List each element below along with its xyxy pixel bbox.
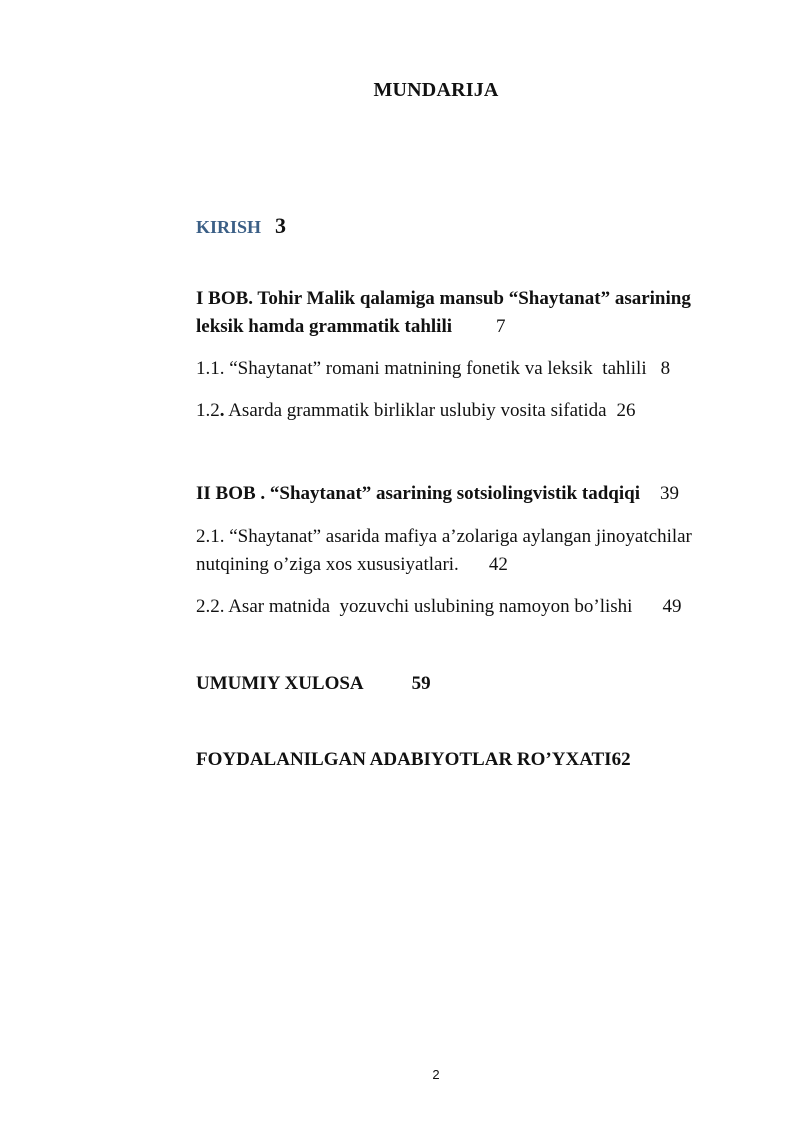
toc-entry-2-2[interactable] — [177, 568, 681, 646]
page-title: MUNDARIJA — [373, 79, 499, 101]
toc-entry-dot: . — [219, 400, 225, 421]
toc-entry-label: 2.2. Asar matnida yozuvchi uslubining namoyon bo’lishi — [196, 596, 633, 617]
toc-entry-label: 2.1. “Shaytanat” asarida mafiya a’zolariga aylangan jinoyatchilar — [196, 526, 692, 547]
toc-entry-1-2[interactable] — [177, 372, 636, 450]
toc-page-number: 7 — [496, 316, 506, 337]
toc-entry-adabiyotlar[interactable] — [177, 721, 631, 799]
toc-entry-label: UMUMIY XULOSA — [196, 673, 364, 694]
toc-entry-kirish[interactable] — [177, 187, 286, 267]
toc-page-number: 62 — [611, 749, 631, 770]
toc-entry-number: 1.2 — [196, 400, 220, 421]
toc-entry-label: FOYDALANILGAN ADABIYOTLAR RO’YXATI — [196, 749, 612, 770]
toc-page-number: 39 — [660, 483, 679, 504]
toc-entry-label: Asarda grammatik birliklar uslubiy vosita sifatida — [224, 400, 607, 421]
toc-entry-label: KIRISH — [196, 217, 262, 237]
toc-entry-label: I BOB. Tohir Malik qalamiga mansub “Shaytanat” asarining — [196, 288, 691, 309]
page-number-footer: 2 — [432, 1067, 440, 1082]
toc-entry-label: leksik hamda grammatik tahlili — [196, 316, 452, 337]
toc-page-number: 8 — [660, 358, 671, 379]
toc-page-number: 26 — [616, 400, 636, 421]
toc-entry-label: 1.1. “Shaytanat” romani matnining fonetik va leksik tahlili — [196, 358, 647, 379]
toc-page-number: 3 — [275, 213, 287, 238]
toc-page-number: 59 — [411, 673, 431, 694]
toc-entry-xulosa[interactable] — [177, 645, 431, 723]
toc-page-number: 49 — [662, 596, 682, 617]
toc-entry-label: II BOB . “Shaytanat” asarining sotsiolingvistik tadqiqi — [196, 483, 640, 504]
toc-entry-label: nutqining o’ziga xos xususiyatlari. — [196, 554, 459, 575]
toc-page-number: 42 — [488, 554, 508, 575]
